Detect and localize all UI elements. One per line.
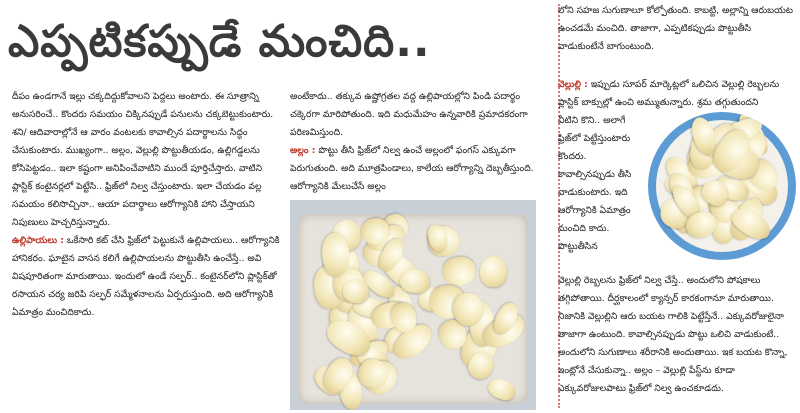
garlic-clove (479, 255, 508, 287)
garlic-narrow-text: వీటిని కొని.. అలాగే ఫ్రిజ్‌లో పెట్టేస్తుంటారు కొందరు. కావాల్సినప్పుడు తీసి వాడుకుంటారు. ఇది ఆరోగ్యానికి ఏమాత్రం మంచిది కాదు. పొట్టుతీసిన (558, 115, 632, 252)
ginger-label: అల్లం : (290, 145, 316, 156)
garlic-bottom-text: వెల్లుల్లి రెబ్బలను ఫ్రిజ్‌లో నిల్వ చేస్తే.. అందులోని పోషకాలు తగ్గిపోతాయి. దీర్ఘకాలంలో క్యాన్సర్ కారకంగానూ మారుతాయి. నిజానికి వెల్లుల్లిని ఆరు బయట గాలికి పెట్టేస్తేనే.. ఎక్కువరోజులైనా తాజాగా ఉంటుంది. కావాల్సినప్పుడు పొట్టు ఒలిచి వాడుకుంటే.. అందులోని సుగుణాలు శరీరానికి అందుతాయి. ఇక బయట కొన్నా, ఇంట్లోనే చేసుకున్నా.. అల్లం – వెల్లుల్లి పేస్ట్‌ను కూడా ఎక్కువరోజులపాటు ఫ్రిజ్‌లో నిల్వ ఉంచకూడదు. (558, 275, 788, 394)
article-headline: ఎప్పటికప్పుడే మంచిది.. (8, 16, 431, 67)
column-2 (290, 88, 542, 196)
plastic-tray (298, 214, 528, 404)
onion-label: ఉల్లిపాయలు : (12, 235, 64, 246)
ginger-text: పొట్టు తీసి ఫ్రిజ్‌లో నిల్వ ఉంచే అల్లంలో ఫంగస్ ఎక్కువగా పెరుగుతుంది. అది మూత్రపిండాలు, కాలేయ ఆరోగ్యాన్ని దెబ్బతీస్తుంది. ఆరోగ్యానికి మేలుచేసే అల్లం (290, 145, 534, 192)
garlic-text: ఇప్పుడు సూపర్ మార్కెట్లలో ఒలిచిన వెల్లుల్లి రెబ్బలను ప్లాస్టిక్ బాక్సుల్లో ఉంచి అమ్ముతున్నారు. శ్రమ తగ్గుతుందని (558, 79, 780, 108)
garlic-label: వెల్లుల్లి : (558, 79, 588, 90)
intro-paragraph: దీపం ఉండగానే ఇల్లు చక్కదిద్దుకోవాలని పెద్దలు అంటారు. ఈ సూత్రాన్ని అనుసరించే.. కొందరు సమయం చిక్కినప్పుడే పనులను చక్కబెట్టుకుంటారు. శని/ ఆదివారాల్లోనే ఆ వారం వంటలకు కావాల్సిన పదార్థాలను సిద్ధం చేసుకుంటారు. ముఖ్యంగా.. అల్లం, వెల్లుల్లి పొట్టుతీయడం, ఉల్లిగడ్డలను కోసిపెట్టడం.. ఇలా కష్టంగా అనిపించేవాటిని ముందే పూర్తిచేస్తారు. వాటిని ప్లాస్టిక్ కంటైనర్లలో పెట్టేసి.. ఫ్రిజ్‌లో నిల్వ చేస్తుంటారు. ఇలా చేయడం వల్ల సమయం కలిసొచ్చినా.. ఆయా పదార్థాలు ఆరోగ్యానికి హాని చేస్తాయని నిపుణులు హెచ్చరిస్తున్నారు. (12, 91, 274, 228)
garlic-clove (442, 255, 478, 288)
onion-continued-text: అంటేకాదు.. తక్కువ ఉష్ణోగ్రతల వద్ద ఉల్లిపాయల్లోని పిండి పదార్థం చక్కెరగా మారిపోతుంది. ఇది మధుమేహం ఉన్నవారికి ప్రమాదకరంగా పరిణమిస్తుంది. (290, 91, 528, 138)
garlic-clove (399, 268, 430, 294)
garlic-paragraph (558, 76, 796, 116)
plate (656, 120, 788, 252)
column-1 (12, 88, 284, 410)
garlic-tray-photo (290, 200, 536, 410)
ginger-paragraph (290, 142, 542, 196)
garlic-clove (727, 203, 775, 244)
garlic-clove (485, 376, 518, 404)
onion-paragraph (12, 232, 284, 322)
garlic-plate-photo (648, 112, 796, 260)
ginger-continued-text: లోని సహజ సుగుణాలూ కోల్పోతుంది. కాబట్టి, అల్లాన్ని ఆరుబయట ఉంచడమే మంచిది. తాజాగా, ఎప్పటికప్పుడు పొట్టుతీసి వాడుకుంటేనే బాగుంటుంది. (558, 5, 793, 52)
onion-text: ఒకేసారి కట్ చేసి ఫ్రిజ్‌లో పెట్టుకునే ఉల్లిపాయలు.. ఆరోగ్యానికి హానికరం. ఘాటైన వాసన కలిగే ఉల్లిపాయలను పొట్టుతీసి ఉంచేస్తే.. అవి విషపూరితంగా మారుతాయి. ఇందులో ఉండే సల్ఫర్.. కంటైనర్‌లోని ప్లాస్టిక్‌తో రసాయన చర్య జరిపి సల్ఫర్ సమ్మేళనాలను ఏర్పరుస్తుంది. అది ఆరోగ్యానికి ఏమాత్రం మంచిదికాదు. (12, 235, 280, 318)
